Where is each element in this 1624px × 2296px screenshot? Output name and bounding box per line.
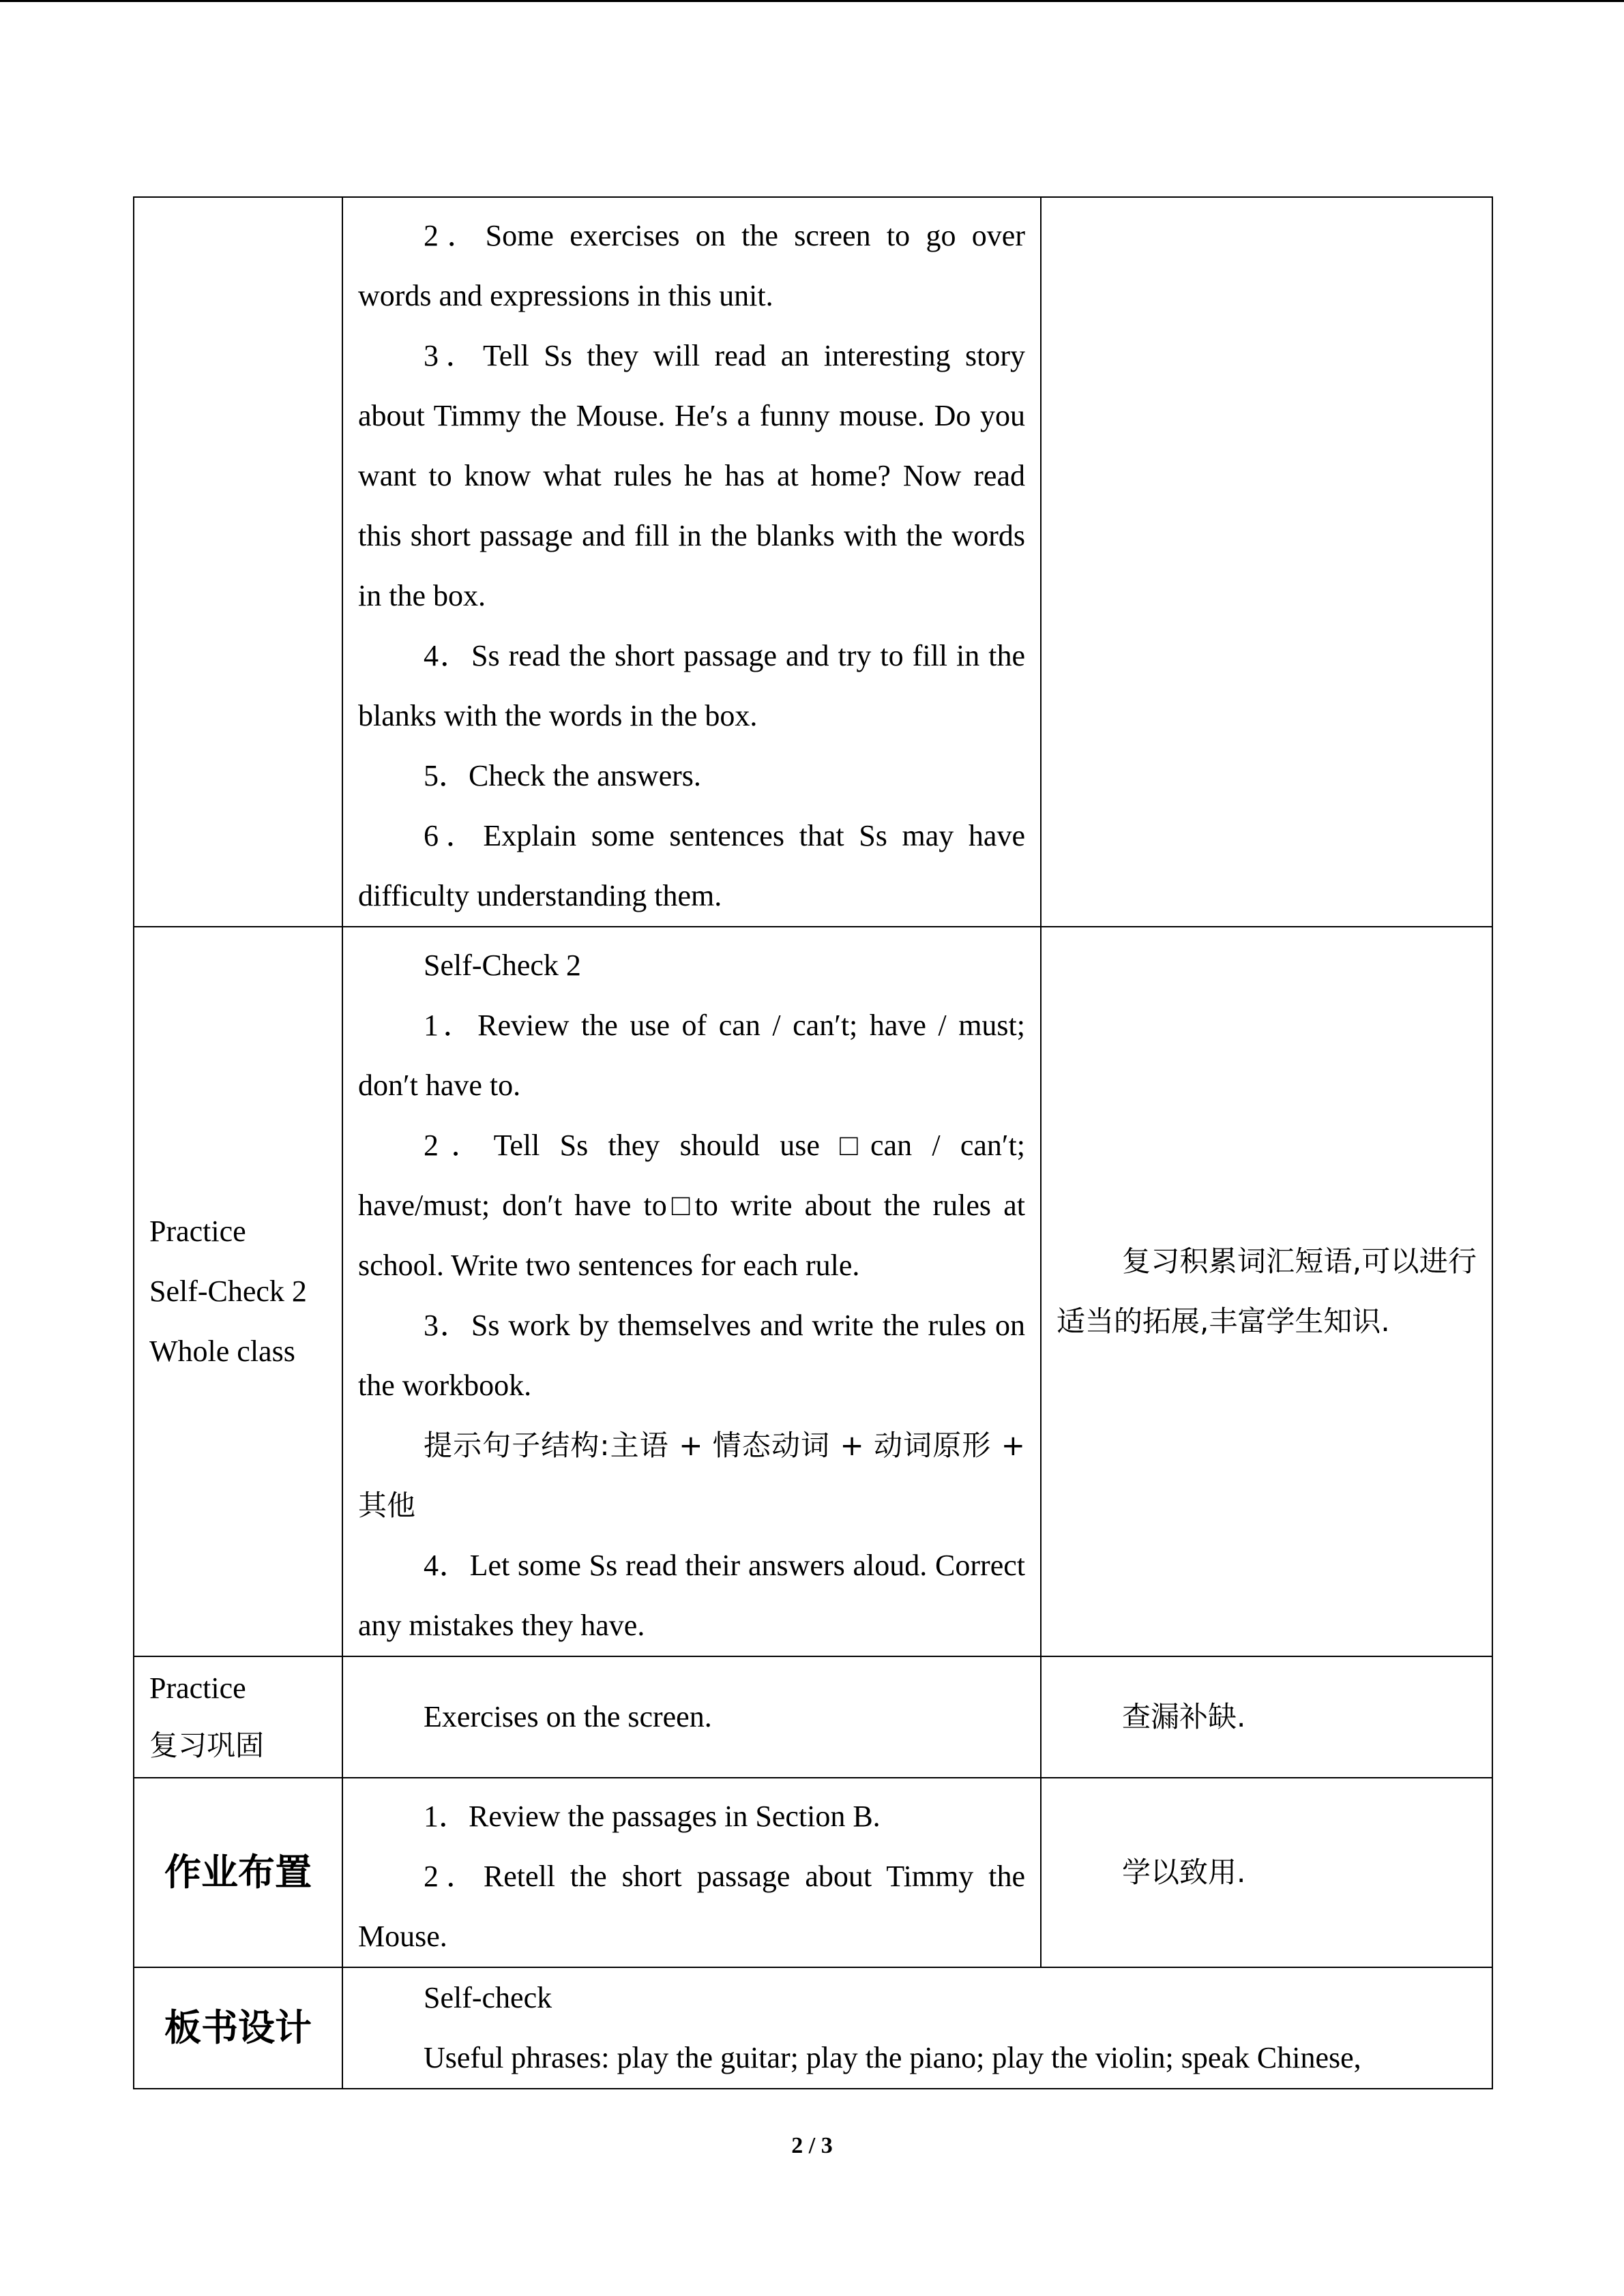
row5-label-cell: [134, 1967, 342, 2089]
row3-label-cell: [134, 1656, 342, 1778]
row2-step-3: 3．Ss work by themselves and write the rules on the workbook.: [358, 1309, 1025, 1402]
row2-content-cell: [342, 927, 1041, 1656]
row2-label-cell: [134, 927, 342, 1656]
row1-step-6: 6．Explain some sentences that Ss may have difficulty understanding them.: [358, 819, 1025, 912]
row2-label-line-2: Self-Check 2: [149, 1274, 307, 1308]
table-row-board-design: [134, 1967, 1492, 2089]
row1-step-3: 3．Tell Ss they will read an interesting story about Timmy the Mouse. He′s a funny mouse. Do you want to know what rules he has at home? Now read this short passage and fill in the blanks with the words in the box.: [358, 339, 1025, 612]
page-number: 2 / 3: [791, 2133, 833, 2158]
table-row-procedure-continued: [134, 197, 1492, 927]
row2-heading: Self-Check 2: [424, 949, 581, 982]
row3-content: Exercises on the screen.: [424, 1700, 712, 1733]
top-border: [0, 0, 1624, 2]
row4-note: 学以致用.: [1122, 1855, 1246, 1889]
table-row-self-check-2: [134, 927, 1492, 1656]
board-design-label: 板书设计: [164, 2006, 312, 2049]
row1-step-5: 5．Check the answers.: [424, 759, 701, 792]
row1-content-cell: [342, 197, 1041, 927]
row3-label-line-1: Practice: [149, 1671, 246, 1705]
lesson-plan-table: [133, 196, 1493, 2089]
row5-heading: Self-check: [424, 1981, 552, 2014]
row2-note-cell: [1041, 927, 1492, 1656]
row1-label-cell: [134, 197, 342, 927]
row2-step-2: 2．Tell Ss they should use □can / can′t; have/must; don′t have to□to write about the rules at school. Write two sentences for each rule.: [358, 1129, 1025, 1282]
table-row-practice-review: [134, 1656, 1492, 1778]
row4-note-cell: [1041, 1778, 1492, 1967]
row3-note: 查漏补缺.: [1122, 1700, 1246, 1733]
row2-note: 复习积累词汇短语,可以进行适当的拓展,丰富学生知识.: [1057, 1244, 1477, 1338]
row5-content-cell: [342, 1967, 1492, 2089]
row3-note-cell: [1041, 1656, 1492, 1778]
row2-step-4: 4．Let some Ss read their answers aloud. Correct any mistakes they have.: [358, 1549, 1025, 1642]
row4-step-2: 2．Retell the short passage about Timmy the Mouse.: [358, 1860, 1025, 1953]
table-row-homework: [134, 1778, 1492, 1967]
row2-label-line-3: Whole class: [149, 1335, 295, 1368]
row5-phrases: Useful phrases: play the guitar; play the piano; play the violin; speak Chinese,: [424, 2041, 1361, 2074]
row1-step-4: 4．Ss read the short passage and try to fill in the blanks with the words in the box.: [358, 639, 1025, 732]
row4-step-1: 1．Review the passages in Section B.: [424, 1800, 881, 1833]
row2-structure-hint: 提示句子结构:主语 + 情态动词 + 动词原形 + 其他: [358, 1429, 1025, 1522]
row3-content-cell: [342, 1656, 1041, 1778]
row4-label-cell: [134, 1778, 342, 1967]
row1-step-2: 2．Some exercises on the screen to go over words and expressions in this unit.: [358, 219, 1025, 312]
row4-content-cell: [342, 1778, 1041, 1967]
row2-step-1: 1．Review the use of can / can′t; have / must; don′t have to.: [358, 1009, 1025, 1102]
row3-label-line-2: 复习巩固: [149, 1729, 265, 1762]
row1-note-cell: [1041, 197, 1492, 927]
row2-label-line-1: Practice: [149, 1214, 246, 1248]
homework-label: 作业布置: [164, 1851, 312, 1894]
